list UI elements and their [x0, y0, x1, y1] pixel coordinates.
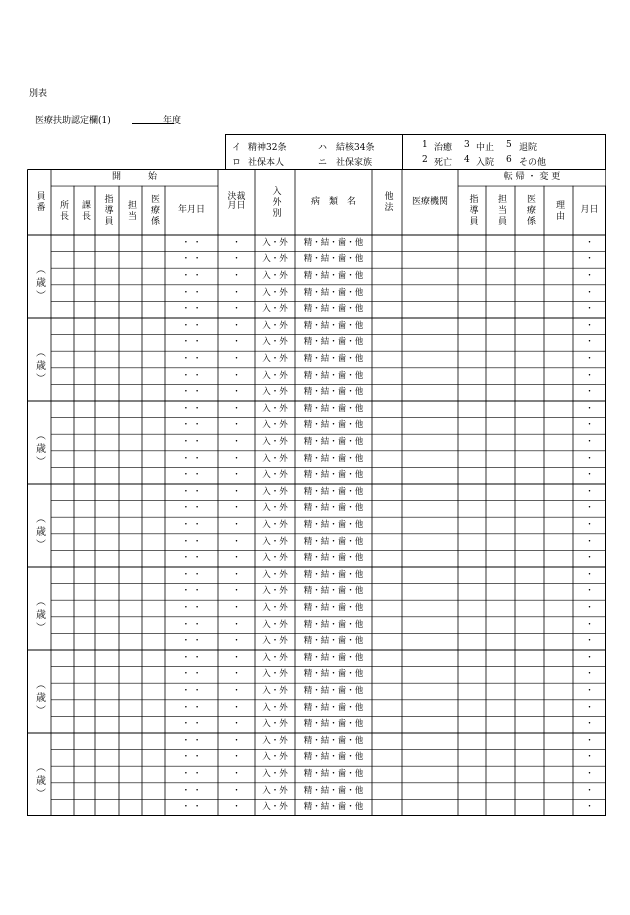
row-inpatient-outpatient[interactable]: 入・外 — [262, 437, 288, 447]
header-t-reason: 理由 — [554, 199, 564, 222]
row-kessai-date[interactable]: ・ — [232, 403, 241, 414]
header-disease: 病 類 名 — [310, 196, 356, 207]
row-transfer-date[interactable]: ・ — [585, 802, 594, 813]
row-disease-class[interactable]: 精・結・歯・他 — [303, 420, 364, 431]
header-nyugai: 入外別 — [270, 185, 281, 219]
header-tanto: 担当 — [126, 199, 136, 222]
legend-code-ro-mark: ロ — [232, 158, 242, 168]
member-age-mark: ︵歳︶ — [33, 512, 45, 552]
row-disease-class[interactable]: 精・結・歯・他 — [303, 387, 364, 398]
row-inpatient-outpatient[interactable]: 入・外 — [262, 769, 288, 779]
row-start-ymd[interactable]: ・ ・ — [181, 586, 202, 597]
row-disease-class[interactable]: 精・結・歯・他 — [303, 802, 364, 813]
row-transfer-date[interactable]: ・ — [585, 370, 594, 381]
row-start-ymd[interactable]: ・ ・ — [181, 603, 202, 613]
row-inpatient-outpatient[interactable]: 入・外 — [262, 337, 288, 348]
legend-code-ni-mark: ニ — [318, 158, 328, 168]
row-inpatient-outpatient[interactable]: 入・外 — [262, 470, 288, 481]
row-transfer-date[interactable]: ・ — [585, 503, 594, 514]
row-transfer-date[interactable]: ・ — [585, 719, 594, 730]
row-kessai-date[interactable]: ・ — [232, 619, 241, 630]
row-inpatient-outpatient[interactable]: 入・外 — [262, 520, 288, 530]
legend-outcome-6-label: その他 — [519, 158, 547, 168]
row-disease-class[interactable]: 精・結・歯・他 — [303, 403, 364, 414]
row-transfer-date[interactable]: ・ — [585, 254, 594, 265]
row-disease-class[interactable]: 精・結・歯・他 — [303, 237, 364, 248]
legend-outcome-2-mark: 2 — [422, 155, 428, 165]
row-start-ymd[interactable]: ・ ・ — [181, 569, 202, 580]
row-disease-class[interactable]: 精・結・歯・他 — [303, 503, 364, 514]
member-age-mark: ︵歳︶ — [33, 346, 45, 386]
row-inpatient-outpatient[interactable]: 入・外 — [262, 354, 288, 364]
row-transfer-date[interactable]: ・ — [585, 686, 594, 696]
row-kessai-date[interactable]: ・ — [232, 520, 241, 530]
header-iryokakari: 医療係 — [149, 194, 159, 227]
header-shidoin: 指導員 — [102, 194, 113, 227]
row-transfer-date[interactable]: ・ — [585, 586, 594, 597]
row-inpatient-outpatient[interactable]: 入・外 — [262, 702, 288, 713]
header-t-md: 月日 — [580, 205, 599, 215]
row-transfer-date[interactable]: ・ — [585, 437, 594, 447]
row-disease-class[interactable]: 精・結・歯・他 — [303, 320, 364, 331]
row-kessai-date[interactable]: ・ — [232, 669, 241, 680]
row-inpatient-outpatient[interactable]: 入・外 — [262, 370, 288, 381]
row-start-ymd[interactable]: ・ ・ — [181, 271, 202, 281]
row-kessai-date[interactable]: ・ — [232, 536, 241, 547]
row-disease-class[interactable]: 精・結・歯・他 — [303, 586, 364, 597]
row-transfer-date[interactable]: ・ — [585, 520, 594, 530]
legend-code-i-mark: イ — [232, 143, 242, 153]
row-start-ymd[interactable]: ・ ・ — [181, 403, 202, 414]
row-start-ymd[interactable]: ・ ・ — [181, 735, 202, 746]
row-disease-class[interactable]: 精・結・歯・他 — [303, 304, 364, 315]
row-start-ymd[interactable]: ・ ・ — [181, 719, 202, 730]
row-start-ymd[interactable]: ・ ・ — [181, 370, 202, 381]
row-kessai-date[interactable]: ・ — [232, 254, 241, 265]
row-inpatient-outpatient[interactable]: 入・外 — [262, 735, 288, 746]
row-kessai-date[interactable]: ・ — [232, 752, 241, 763]
row-kessai-date[interactable]: ・ — [232, 652, 241, 663]
row-start-ymd[interactable]: ・ ・ — [181, 486, 202, 497]
row-transfer-date[interactable]: ・ — [585, 636, 594, 647]
row-transfer-date[interactable]: ・ — [585, 337, 594, 348]
row-start-ymd[interactable]: ・ ・ — [181, 387, 202, 398]
header-t-tanto: 担当員 — [496, 194, 506, 227]
row-disease-class[interactable]: 精・結・歯・他 — [303, 370, 364, 381]
row-inpatient-outpatient[interactable]: 入・外 — [262, 403, 288, 414]
medical-aid-ledger-table — [27, 169, 606, 816]
legend-code-ro-label: 社保本人 — [248, 158, 285, 168]
row-kessai-date[interactable]: ・ — [232, 702, 241, 713]
member-age-mark: ︵歳︶ — [33, 678, 45, 718]
row-start-ymd[interactable]: ・ ・ — [181, 437, 202, 447]
row-kessai-date[interactable]: ・ — [232, 304, 241, 315]
row-kessai-date[interactable]: ・ — [232, 287, 241, 298]
row-start-ymd[interactable]: ・ ・ — [181, 470, 202, 481]
row-kessai-date[interactable]: ・ — [232, 320, 241, 331]
row-disease-class[interactable]: 精・結・歯・他 — [303, 553, 364, 564]
row-inpatient-outpatient[interactable]: 入・外 — [262, 237, 288, 248]
header-kessai: 決裁月日 — [227, 192, 246, 211]
row-disease-class[interactable]: 精・結・歯・他 — [303, 752, 364, 763]
row-inpatient-outpatient[interactable]: 入・外 — [262, 719, 288, 730]
row-start-ymd[interactable]: ・ ・ — [181, 254, 202, 265]
row-start-ymd[interactable]: ・ ・ — [181, 420, 202, 431]
row-disease-class[interactable]: 精・結・歯・他 — [303, 470, 364, 481]
row-start-ymd[interactable]: ・ ・ — [181, 702, 202, 713]
row-inpatient-outpatient[interactable]: 入・外 — [262, 603, 288, 613]
row-kessai-date[interactable]: ・ — [232, 686, 241, 696]
row-disease-class[interactable]: 精・結・歯・他 — [303, 271, 364, 281]
row-transfer-date[interactable]: ・ — [585, 619, 594, 630]
row-start-ymd[interactable]: ・ ・ — [181, 354, 202, 364]
row-start-ymd[interactable]: ・ ・ — [181, 752, 202, 763]
row-disease-class[interactable]: 精・結・歯・他 — [303, 520, 364, 530]
row-start-ymd[interactable]: ・ ・ — [181, 237, 202, 248]
row-start-ymd[interactable]: ・ ・ — [181, 337, 202, 348]
row-transfer-date[interactable]: ・ — [585, 702, 594, 713]
row-disease-class[interactable]: 精・結・歯・他 — [303, 636, 364, 647]
row-inpatient-outpatient[interactable]: 入・外 — [262, 287, 288, 298]
row-kessai-date[interactable]: ・ — [232, 237, 241, 248]
row-inpatient-outpatient[interactable]: 入・外 — [262, 453, 288, 464]
row-start-ymd[interactable]: ・ ・ — [181, 652, 202, 663]
row-inpatient-outpatient[interactable]: 入・外 — [262, 619, 288, 630]
legend-outcome-4-mark: 4 — [464, 155, 470, 165]
row-inpatient-outpatient[interactable]: 入・外 — [262, 652, 288, 663]
header-t-shidoin: 指導員 — [467, 194, 478, 227]
row-transfer-date[interactable]: ・ — [585, 387, 594, 398]
legend-outcome-1-mark: 1 — [422, 140, 428, 150]
header-start-group: 開 始 — [111, 172, 157, 182]
row-start-ymd[interactable]: ・ ・ — [181, 636, 202, 647]
row-disease-class[interactable]: 精・結・歯・他 — [303, 669, 364, 680]
row-transfer-date[interactable]: ・ — [585, 536, 594, 547]
row-kessai-date[interactable]: ・ — [232, 354, 241, 364]
legend-divider — [402, 135, 403, 169]
row-transfer-date[interactable]: ・ — [585, 320, 594, 331]
header-shocho: 所長 — [58, 199, 68, 222]
row-disease-class[interactable]: 精・結・歯・他 — [303, 603, 364, 613]
row-start-ymd[interactable]: ・ ・ — [181, 453, 202, 464]
row-kessai-date[interactable]: ・ — [232, 387, 241, 398]
row-kessai-date[interactable]: ・ — [232, 769, 241, 779]
row-kessai-date[interactable]: ・ — [232, 802, 241, 813]
legend-code-i-label: 精神32条 — [248, 143, 287, 153]
legend-outcome-5-mark: 5 — [506, 140, 512, 150]
row-transfer-date[interactable]: ・ — [585, 237, 594, 248]
row-disease-class[interactable]: 精・結・歯・他 — [303, 652, 364, 663]
legend-outcome-3-label: 中止 — [476, 143, 495, 153]
row-transfer-date[interactable]: ・ — [585, 752, 594, 763]
row-start-ymd[interactable]: ・ ・ — [181, 503, 202, 514]
row-transfer-date[interactable]: ・ — [585, 304, 594, 315]
member-age-mark: ︵歳︶ — [33, 263, 45, 303]
row-kessai-date[interactable]: ・ — [232, 785, 241, 796]
row-disease-class[interactable]: 精・結・歯・他 — [303, 735, 364, 746]
row-kessai-date[interactable]: ・ — [232, 603, 241, 613]
row-disease-class[interactable]: 精・結・歯・他 — [303, 287, 364, 298]
year-label: 年度 — [163, 116, 182, 126]
row-disease-class[interactable]: 精・結・歯・他 — [303, 536, 364, 547]
row-start-ymd[interactable]: ・ ・ — [181, 769, 202, 779]
legend-code-ni-label: 社保家族 — [336, 158, 373, 168]
row-transfer-date[interactable]: ・ — [585, 553, 594, 564]
row-inpatient-outpatient[interactable]: 入・外 — [262, 320, 288, 331]
row-start-ymd[interactable]: ・ ・ — [181, 287, 202, 298]
row-kessai-date[interactable]: ・ — [232, 636, 241, 647]
row-start-ymd[interactable]: ・ ・ — [181, 669, 202, 680]
row-kessai-date[interactable]: ・ — [232, 337, 241, 348]
row-inpatient-outpatient[interactable]: 入・外 — [262, 503, 288, 514]
row-disease-class[interactable]: 精・結・歯・他 — [303, 354, 364, 364]
row-transfer-date[interactable]: ・ — [585, 271, 594, 281]
row-inpatient-outpatient[interactable]: 入・外 — [262, 387, 288, 398]
form-title: 医療扶助認定欄(1) — [35, 116, 111, 126]
member-age-mark: ︵歳︶ — [33, 595, 45, 635]
legend-outcome-5-label: 退院 — [519, 143, 538, 153]
header-ymd: 年月日 — [177, 205, 205, 215]
legend-outcome-3-mark: 3 — [464, 140, 470, 150]
row-disease-class[interactable]: 精・結・歯・他 — [303, 619, 364, 630]
member-age-mark: ︵歳︶ — [33, 429, 45, 469]
row-kessai-date[interactable]: ・ — [232, 370, 241, 381]
row-kessai-date[interactable]: ・ — [232, 735, 241, 746]
header-kacho: 課長 — [80, 199, 90, 222]
row-disease-class[interactable]: 精・結・歯・他 — [303, 686, 364, 696]
row-disease-class[interactable]: 精・結・歯・他 — [303, 569, 364, 580]
row-inpatient-outpatient[interactable]: 入・外 — [262, 586, 288, 597]
row-transfer-date[interactable]: ・ — [585, 603, 594, 613]
row-kessai-date[interactable]: ・ — [232, 719, 241, 730]
row-inpatient-outpatient[interactable]: 入・外 — [262, 304, 288, 315]
row-inpatient-outpatient[interactable]: 入・外 — [262, 669, 288, 680]
row-disease-class[interactable]: 精・結・歯・他 — [303, 769, 364, 779]
row-inpatient-outpatient[interactable]: 入・外 — [262, 486, 288, 497]
header-member-no: 員番 — [34, 191, 45, 213]
row-transfer-date[interactable]: ・ — [585, 769, 594, 779]
row-transfer-date[interactable]: ・ — [585, 470, 594, 481]
legend-outcome-6-mark: 6 — [506, 155, 512, 165]
row-disease-class[interactable]: 精・結・歯・他 — [303, 702, 364, 713]
row-kessai-date[interactable]: ・ — [232, 503, 241, 514]
legend-code-ha-label: 結核34条 — [336, 143, 375, 153]
row-transfer-date[interactable]: ・ — [585, 287, 594, 298]
row-start-ymd[interactable]: ・ ・ — [181, 520, 202, 530]
row-start-ymd[interactable]: ・ ・ — [181, 536, 202, 547]
header-transfer-group: 転 帰 ・ 変 更 — [503, 172, 561, 182]
row-inpatient-outpatient[interactable]: 入・外 — [262, 785, 288, 796]
legend-outcome-2-label: 死亡 — [434, 158, 453, 168]
row-start-ymd[interactable]: ・ ・ — [181, 785, 202, 796]
row-disease-class[interactable]: 精・結・歯・他 — [303, 486, 364, 497]
row-start-ymd[interactable]: ・ ・ — [181, 802, 202, 813]
row-transfer-date[interactable]: ・ — [585, 569, 594, 580]
row-start-ymd[interactable]: ・ ・ — [181, 619, 202, 630]
row-kessai-date[interactable]: ・ — [232, 271, 241, 281]
member-age-mark: ︵歳︶ — [33, 761, 45, 801]
row-inpatient-outpatient[interactable]: 入・外 — [262, 254, 288, 265]
row-kessai-date[interactable]: ・ — [232, 437, 241, 447]
row-inpatient-outpatient[interactable]: 入・外 — [262, 536, 288, 547]
row-transfer-date[interactable]: ・ — [585, 669, 594, 680]
row-transfer-date[interactable]: ・ — [585, 735, 594, 746]
row-transfer-date[interactable]: ・ — [585, 453, 594, 464]
legend-outcome-1-label: 治癒 — [434, 143, 453, 153]
row-inpatient-outpatient[interactable]: 入・外 — [262, 636, 288, 647]
row-transfer-date[interactable]: ・ — [585, 486, 594, 497]
row-kessai-date[interactable]: ・ — [232, 470, 241, 481]
row-inpatient-outpatient[interactable]: 入・外 — [262, 553, 288, 564]
row-start-ymd[interactable]: ・ ・ — [181, 553, 202, 564]
row-inpatient-outpatient[interactable]: 入・外 — [262, 420, 288, 431]
row-kessai-date[interactable]: ・ — [232, 453, 241, 464]
row-inpatient-outpatient[interactable]: 入・外 — [262, 271, 288, 281]
page-caption: 別表 — [29, 89, 48, 99]
row-inpatient-outpatient[interactable]: 入・外 — [262, 802, 288, 813]
row-kessai-date[interactable]: ・ — [232, 420, 241, 431]
row-inpatient-outpatient[interactable]: 入・外 — [262, 569, 288, 580]
header-institution: 医療機関 — [411, 196, 448, 207]
row-disease-class[interactable]: 精・結・歯・他 — [303, 719, 364, 730]
row-transfer-date[interactable]: ・ — [585, 354, 594, 364]
header-other-law: 他法 — [382, 191, 393, 213]
legend-outcome-4-label: 入院 — [476, 158, 495, 168]
row-disease-class[interactable]: 精・結・歯・他 — [303, 337, 364, 348]
row-kessai-date[interactable]: ・ — [232, 569, 241, 580]
row-start-ymd[interactable]: ・ ・ — [181, 320, 202, 331]
row-transfer-date[interactable]: ・ — [585, 403, 594, 414]
row-disease-class[interactable]: 精・結・歯・他 — [303, 785, 364, 796]
legend-box — [225, 134, 606, 170]
row-start-ymd[interactable]: ・ ・ — [181, 686, 202, 696]
row-disease-class[interactable]: 精・結・歯・他 — [303, 453, 364, 464]
row-kessai-date[interactable]: ・ — [232, 486, 241, 497]
row-kessai-date[interactable]: ・ — [232, 553, 241, 564]
row-kessai-date[interactable]: ・ — [232, 586, 241, 597]
row-inpatient-outpatient[interactable]: 入・外 — [262, 752, 288, 763]
row-start-ymd[interactable]: ・ ・ — [181, 304, 202, 315]
row-disease-class[interactable]: 精・結・歯・他 — [303, 437, 364, 447]
row-disease-class[interactable]: 精・結・歯・他 — [303, 254, 364, 265]
header-t-iryokakari: 医療係 — [525, 194, 535, 227]
row-transfer-date[interactable]: ・ — [585, 420, 594, 431]
row-inpatient-outpatient[interactable]: 入・外 — [262, 686, 288, 696]
row-transfer-date[interactable]: ・ — [585, 785, 594, 796]
row-transfer-date[interactable]: ・ — [585, 652, 594, 663]
legend-code-ha-mark: ハ — [318, 143, 328, 153]
